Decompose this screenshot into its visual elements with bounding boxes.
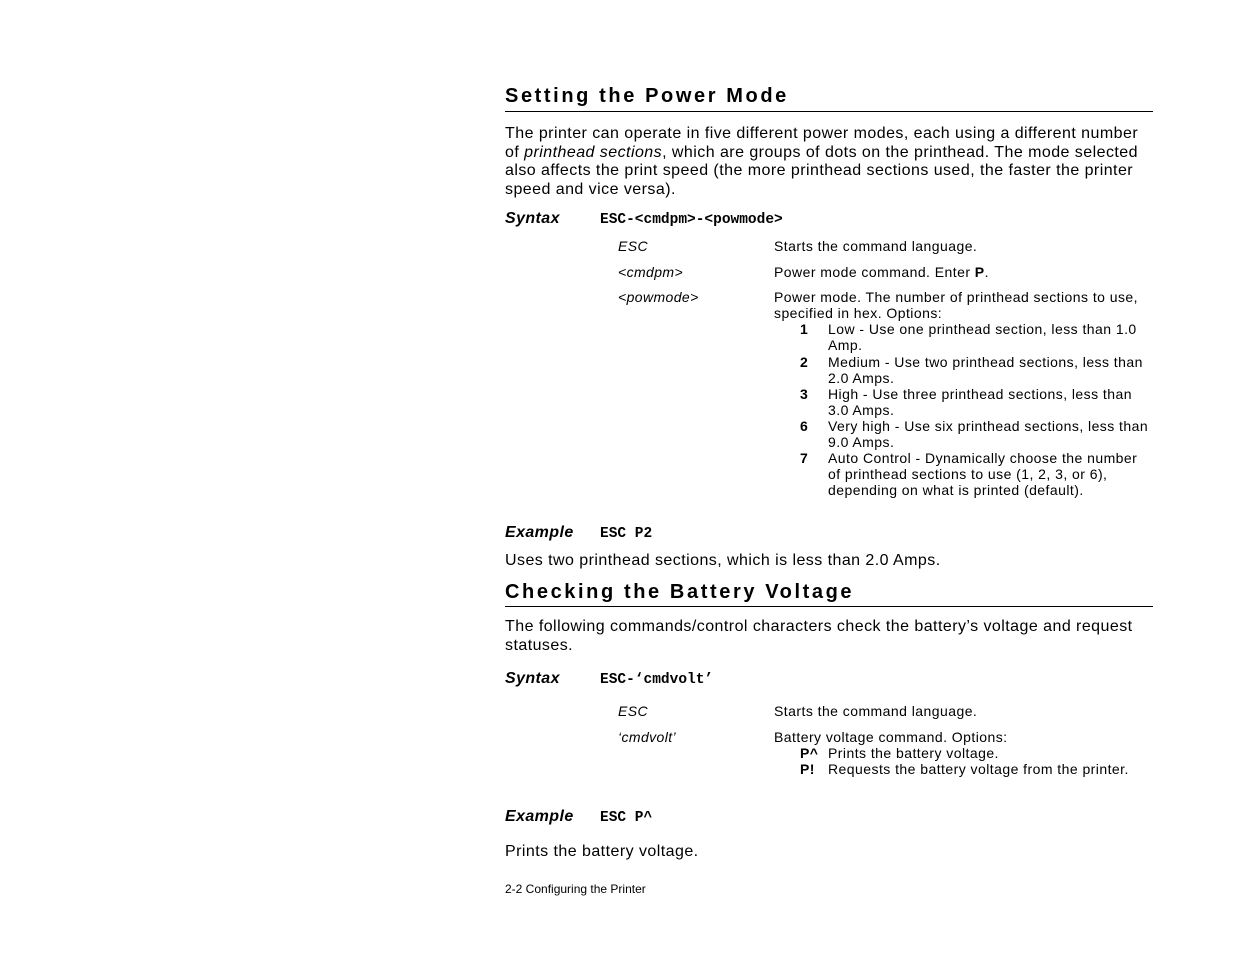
section-heading-battery-voltage: Checking the Battery Voltage xyxy=(505,581,855,603)
desc-bold-key: P xyxy=(974,264,985,280)
option-key: 1 xyxy=(800,321,809,337)
example-code: ESC P2 xyxy=(600,526,653,542)
intro-emphasis: printhead sections xyxy=(524,143,663,161)
example-description: Prints the battery voltage. xyxy=(505,843,699,860)
param-term-cmdvolt: ‘cmdvolt’ xyxy=(618,729,677,745)
option-key: P^ xyxy=(800,745,819,761)
syntax-label: Syntax xyxy=(505,210,560,227)
option-text: Requests the battery voltage from the printer. xyxy=(828,761,1129,777)
battery-intro: The following commands/control characters check the battery’s voltage and request statuses. xyxy=(505,618,1133,654)
option-key: 6 xyxy=(800,418,809,434)
option-text: Medium - Use two printhead sections, less than 2.0 Amps. xyxy=(828,354,1143,387)
example-description: Uses two printhead sections, which is less than 2.0 Amps. xyxy=(505,552,941,569)
param-desc-esc: Starts the command language. xyxy=(774,238,978,254)
option-text: Low - Use one printhead section, less than 1.0 Amp. xyxy=(828,321,1137,354)
option-key: 3 xyxy=(800,386,809,402)
example-code: ESC P^ xyxy=(600,810,653,826)
option-text: Auto Control - Dynamically choose the number of printhead sections to use (1, 2, 3, or 6), depending on what is printed (default). xyxy=(828,450,1138,499)
param-desc-powmode: Power mode. The number of printhead sections to use, specified in hex. Options: xyxy=(774,289,1139,322)
heading-rule xyxy=(505,606,1153,607)
syntax-code: ESC-<cmdpm>-<powmode> xyxy=(600,212,783,228)
power-mode-intro xyxy=(505,125,1153,199)
intro-text-cont: , which are groups of dots on the printhead. The mode selected also affects the print speed (the more printhead sections used, the faster the printer speed and vice versa). xyxy=(505,143,1138,198)
page-footer: 2-2 Configuring the Printer xyxy=(505,882,646,896)
param-desc-esc: Starts the command language. xyxy=(774,703,978,719)
intro-text: The printer can operate in five different power modes, each using a different number of xyxy=(505,125,1139,161)
param-term-esc: ESC xyxy=(618,703,648,719)
param-term-esc: ESC xyxy=(618,238,648,254)
desc-text: Power mode command. Enter xyxy=(774,264,975,280)
example-label: Example xyxy=(505,808,574,825)
param-term-cmdpm: <cmdpm> xyxy=(618,264,684,280)
heading-rule xyxy=(505,111,1153,112)
param-desc-cmdpm xyxy=(774,264,1154,280)
desc-text-end: . xyxy=(984,264,989,280)
option-text: Prints the battery voltage. xyxy=(828,745,999,761)
example-label: Example xyxy=(505,524,574,541)
section-heading-power-mode: Setting the Power Mode xyxy=(505,85,789,107)
syntax-code: ESC-‘cmdvolt’ xyxy=(600,672,714,688)
param-desc-cmdvolt: Battery voltage command. Options: xyxy=(774,729,1008,745)
option-text: Very high - Use six printhead sections, less than 9.0 Amps. xyxy=(828,418,1149,451)
option-text: High - Use three printhead sections, less than 3.0 Amps. xyxy=(828,386,1132,419)
syntax-label: Syntax xyxy=(505,670,560,687)
param-term-powmode: <powmode> xyxy=(618,289,699,305)
option-key: 2 xyxy=(800,354,809,370)
option-key: P! xyxy=(800,761,815,777)
option-key: 7 xyxy=(800,450,809,466)
